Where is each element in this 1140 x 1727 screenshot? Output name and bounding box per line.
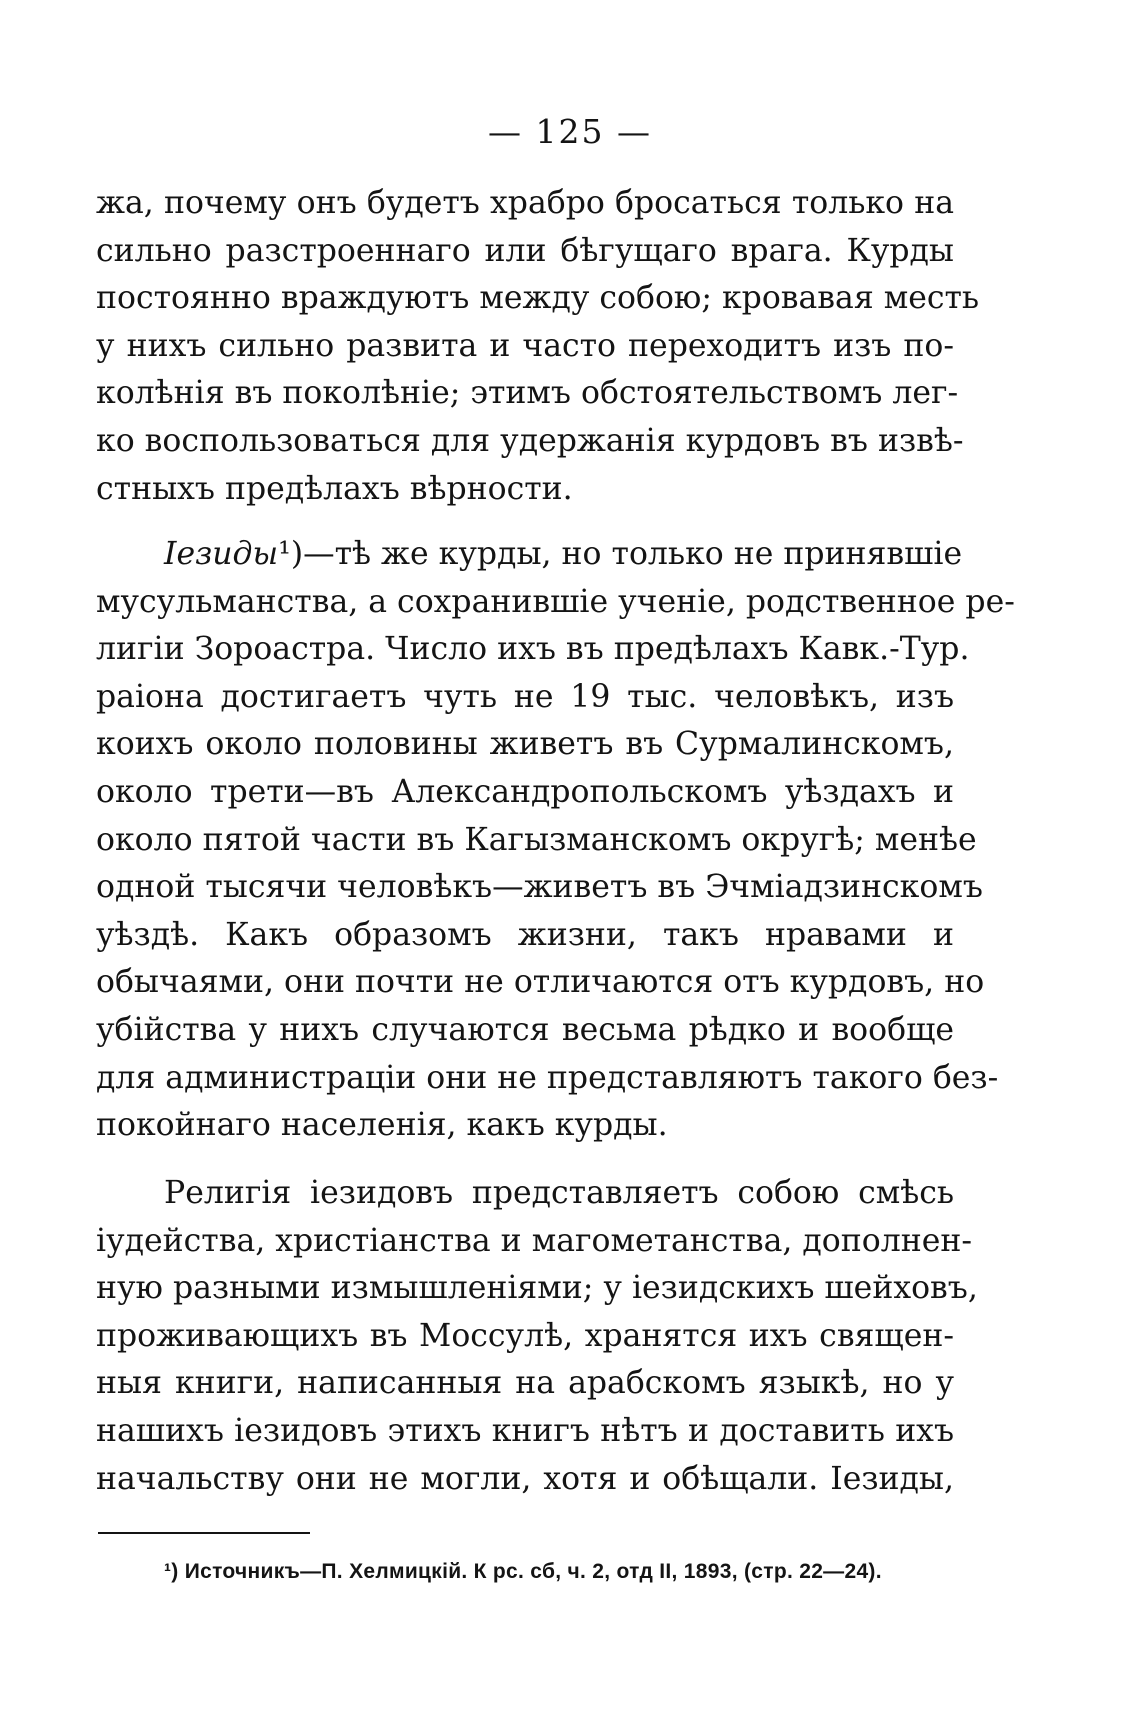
footnote-reference: ¹) xyxy=(278,536,304,572)
text-line: ныя книги, написанныя на арабскомъ языкѣ, но у xyxy=(96,1365,954,1402)
text-line-first xyxy=(96,531,963,579)
text-line: нашихъ іезидовъ этихъ книгъ нѣтъ и доставить ихъ xyxy=(96,1412,954,1449)
section-term: Іезиды xyxy=(164,536,279,572)
text-line: колѣнія въ поколѣніе; этимъ обстоятельствомъ лег- xyxy=(96,375,959,412)
text-fragment: —тѣ же курды, но только не принявшіе xyxy=(303,536,963,572)
text-line: постоянно враждуютъ между собою; кровавая месть xyxy=(96,280,980,317)
text-line: ко воспользоваться для удержанія курдовъ въ извѣ- xyxy=(96,422,964,459)
text-line: лигіи Зороастра. Число ихъ въ предѣлахъ Кавк.-Тур. xyxy=(96,631,970,668)
text-line: мусульманства, а сохранившіе ученіе, родственное ре- xyxy=(96,583,1015,620)
text-line: раіона достигаетъ чуть не 19 тыс. человѣкъ, изъ xyxy=(96,678,954,715)
text-line: уѣздѣ. Какъ образомъ жизни, такъ нравами и xyxy=(96,916,954,953)
text-line: обычаями, они почти не отличаются отъ курдовъ, но xyxy=(96,964,985,1001)
text-line: около трети—въ Александропольскомъ уѣздахъ и xyxy=(96,773,954,810)
text-line: Религія іезидовъ представляетъ собою смѣсь xyxy=(164,1175,954,1211)
paragraph-yezidi-religion xyxy=(96,1170,978,1503)
text-line: жа, почему онъ будетъ храбро бросаться только на xyxy=(96,185,954,221)
text-line: проживающихъ въ Моссулѣ, хранятся ихъ священ- xyxy=(96,1317,954,1354)
text-line: покойнаго населенія, какъ курды. xyxy=(96,1107,668,1144)
text-line: ную разными измышленіями; у іезидскихъ шейховъ, xyxy=(96,1270,978,1307)
paragraph-kurds-conclusion xyxy=(96,180,980,513)
footnote: ¹) Источникъ—П. Хелмицкій. К рс. сб, ч. 2, отд II, 1893, (стр. 22—24). xyxy=(164,1560,882,1583)
footnote-divider xyxy=(98,1532,310,1534)
text-line: коихъ около половины живетъ въ Сурмалинскомъ, xyxy=(96,726,954,763)
paragraph-yezidis xyxy=(96,531,1015,1150)
text-line: около пятой части въ Кагызманскомъ округѣ; менѣе xyxy=(96,821,977,858)
text-line: для администраціи они не представляютъ такого без- xyxy=(96,1059,999,1096)
text-line: іудейства, христіанства и магометанства, дополнен- xyxy=(96,1222,973,1259)
page-number: — 125 — xyxy=(488,112,652,151)
text-line: стныхъ предѣлахъ вѣрности. xyxy=(96,470,573,507)
text-line: одной тысячи человѣкъ—живетъ въ Эчміадзинскомъ xyxy=(96,869,983,906)
text-line: у нихъ сильно развита и часто переходитъ изъ по- xyxy=(96,327,954,364)
text-line: убійства у нихъ случаются весьма рѣдко и вообще xyxy=(96,1011,954,1048)
text-line: сильно разстроеннаго или бѣгущаго врага. Курды xyxy=(96,232,954,269)
text-line: начальству они не могли, хотя и обѣщали. Іезиды, xyxy=(96,1460,954,1497)
